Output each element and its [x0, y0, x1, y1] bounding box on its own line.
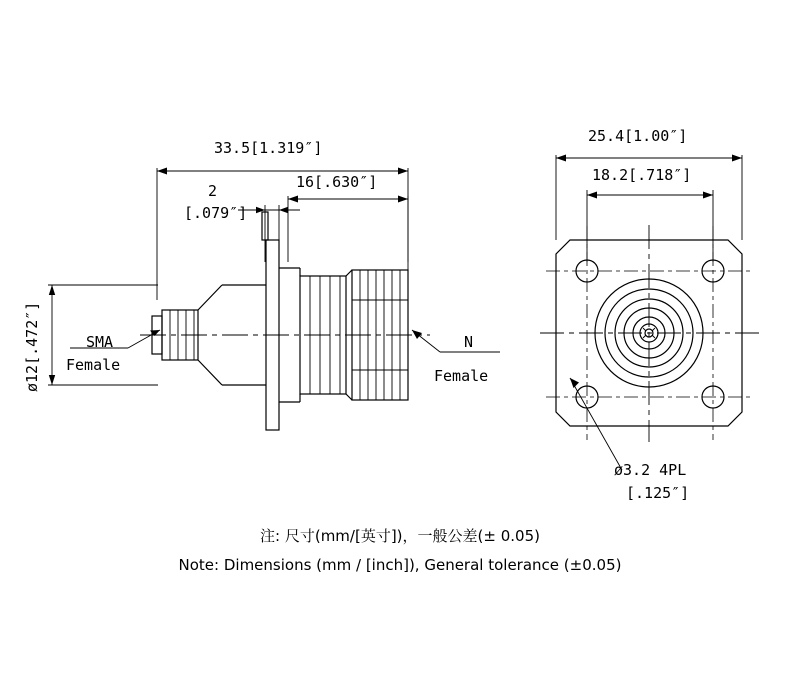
- dim-flange-thickness-value: 2: [208, 182, 218, 200]
- dim-hole-spacing: 18.2[.718″]: [592, 166, 692, 184]
- note-english: Note: Dimensions (mm / [inch]), General tolerance (±0.05): [178, 556, 622, 574]
- label-n-type: N: [464, 333, 474, 351]
- label-sma-gender: Female: [66, 356, 121, 374]
- dim-sma-diameter: ø12[.472″]: [23, 301, 41, 392]
- dim-n-end-length: 16[.630″]: [296, 173, 378, 191]
- dim-flange-width: 25.4[1.00″]: [588, 127, 688, 145]
- label-sma-type: SMA: [86, 333, 114, 351]
- label-n-gender: Female: [434, 367, 489, 385]
- dim-flange-thickness-inch: [.079″]: [184, 204, 248, 222]
- dim-hole-size-inch: [.125″]: [626, 484, 690, 502]
- dim-hole-size: ø3.2 4PL: [614, 461, 687, 479]
- dim-overall-length: 33.5[1.319″]: [214, 139, 323, 157]
- note-chinese: 注: 尺寸(mm/[英寸])，一般公差(± 0.05): [260, 527, 540, 545]
